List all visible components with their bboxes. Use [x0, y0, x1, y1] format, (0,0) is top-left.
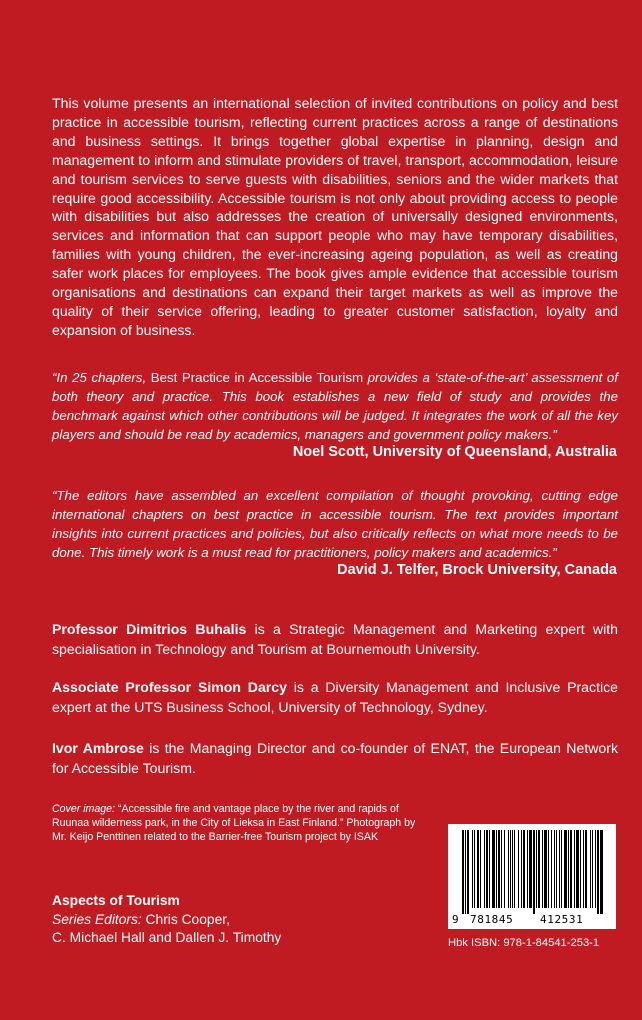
- bio-buhalis-name: Professor Dimitrios Buhalis: [52, 621, 247, 637]
- barcode-lead-digit: 9: [452, 913, 460, 926]
- quote-2-source: David J. Telfer, Brock University, Canada: [337, 562, 617, 578]
- barcode-digits-group-2: 412531: [540, 913, 584, 926]
- description-paragraph: This volume presents an international selection of invited contributions on policy and best practice in accessible tourism, reflecting current practices across a range of destinations and business settings. It brings together global expertise in planning, design and management to inform and stimulate providers of travel, transport, accommodation, leisure and tourism services to serve guests with disabilities, seniors and the wider markets that require good accessibility. Accessible tourism is not only about providing access to people with disabilities but also addresses the creation of universally designed environments, services and information that can support people who may have temporary disabilities, families with young children, the ever-increasing ageing population, as well as creating safer work places for employees. The book gives ample evidence that accessible tourism organisations and destinations can expand their target markets as well as improve the quality of their service offering, leading to greater customer satisfaction, loyalty and expansion of business.: [52, 95, 618, 338]
- review-quote-1: [52, 368, 618, 444]
- barcode-digits-group-1: 781845: [470, 913, 514, 926]
- series-editors-names-1: Chris Cooper,: [141, 911, 230, 927]
- bio-darcy-name: Associate Professor Simon Darcy: [52, 679, 287, 695]
- barcode-bars: [456, 830, 608, 914]
- series-name: Aspects of Tourism: [52, 893, 180, 908]
- bio-buhalis-text: is a Strategic Management and Marketing expert with specialisation in Technology and Tourism at Bournemouth University.: [52, 621, 618, 657]
- bio-darcy-text: is a Diversity Management and Inclusive Practice expert at the UTS Business School, University of Technology, Sydney.: [52, 679, 618, 715]
- bio-ambrose-name: Ivor Ambrose: [52, 740, 144, 756]
- series-editors-label: Series Editors:: [52, 911, 142, 927]
- isbn-text: Hbk ISBN: 978-1-84541-253-1: [448, 937, 600, 949]
- bio-buhalis: [52, 620, 618, 659]
- bio-ambrose-text: is the Managing Director and co-founder of ENAT, the European Network for Accessible Tourism.: [52, 740, 618, 776]
- cover-image-credit: [52, 802, 422, 845]
- series-editors-line-1: [52, 911, 352, 930]
- quote-1-book-title: Best Practice in Accessible Tourism: [150, 370, 364, 385]
- review-quote-2: “The editors have assembled an excellent compilation of thought provoking, cutting edge international chapters on best practice in accessible tourism. The text provides important insights into current practices and policies, but also critically reflects on what more needs to be done. This timely work is a must read for practitioners, policy makers and academics.”: [52, 488, 618, 560]
- bio-ambrose: [52, 739, 618, 778]
- series-editors-line-2: C. Michael Hall and Dallen J. Timothy: [52, 930, 282, 946]
- cover-credit-text: “Accessible fire and vantage place by the river and rapids of Ruunaa wilderness park, in the City of Lieksa in East Finland.” Photograph by Mr. Keijo Penttinen related to the Barrier-free Tourism project by ISAK: [52, 803, 416, 844]
- quote-1-source: Noel Scott, University of Queensland, Australia: [292, 444, 617, 460]
- quote-1-text-start: “In 25 chapters,: [52, 370, 151, 385]
- quote-1-text-end: provides a ‘state-of-the-art’ assessment of both theory and practice. This book establishes a new field of study and provides the benchmark against which other contributions will be judged. It integrates the work of all the key players and should be read by academics, managers and government policy makers.”: [52, 370, 618, 442]
- cover-credit-label: Cover image:: [52, 803, 115, 815]
- series-info: [52, 892, 352, 948]
- bio-darcy: [52, 678, 618, 717]
- isbn-barcode: [448, 824, 616, 929]
